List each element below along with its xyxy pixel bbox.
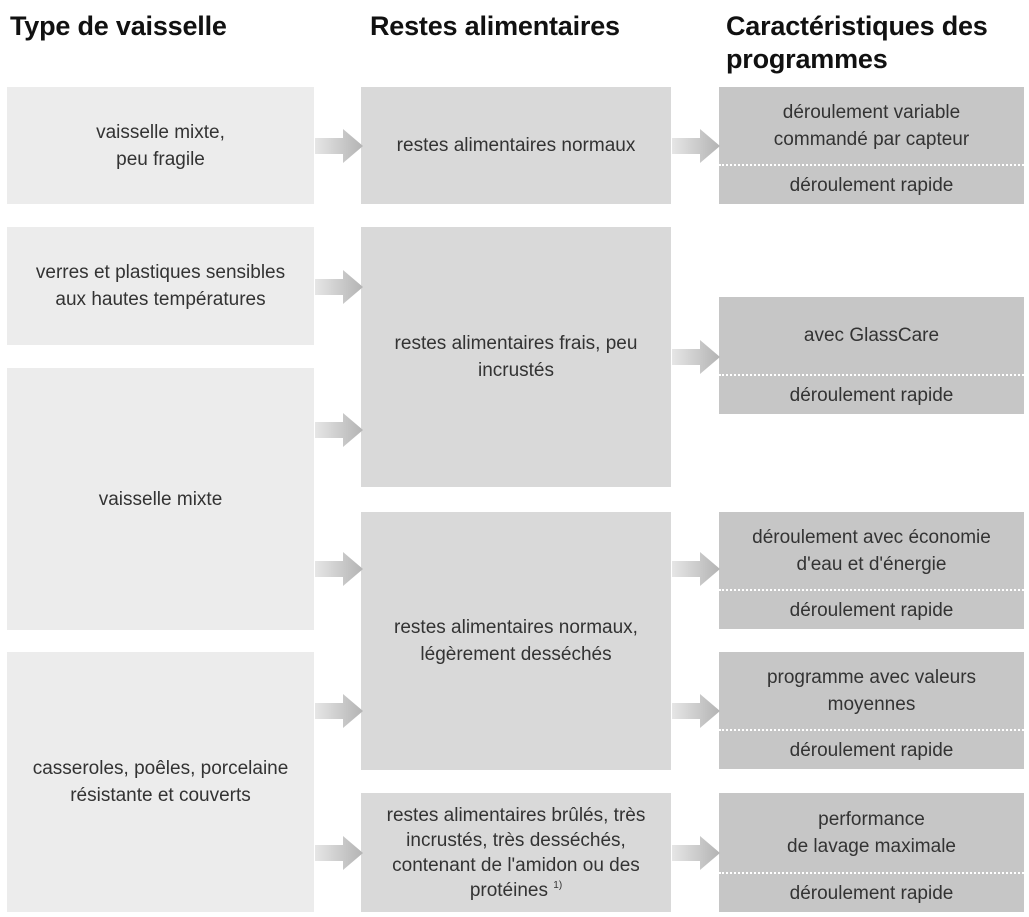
header-caracteristiques-line2: programmes (726, 44, 888, 74)
dish-type-box-3 (7, 368, 314, 630)
program-4-line2: moyennes (827, 693, 916, 715)
program-5-bottom: déroulement rapide (789, 882, 954, 904)
dish-type-box-1 (7, 87, 314, 204)
program-3-line2: d'eau et d'énergie (796, 553, 947, 575)
dish-type-box-2 (7, 227, 314, 345)
arrow-icon (315, 694, 363, 728)
arrow-icon (315, 270, 363, 304)
dish-type-1-line2: peu fragile (116, 148, 205, 170)
food-residue-4-line4: protéines (469, 879, 548, 901)
arrow-icon (672, 694, 720, 728)
program-box-2 (719, 297, 1024, 414)
arrow-icon (672, 836, 720, 870)
program-box-1 (719, 87, 1024, 204)
program-box-5 (719, 793, 1024, 912)
arrow-icon (315, 552, 363, 586)
program-box-4 (719, 652, 1024, 769)
program-2-bottom: déroulement rapide (789, 384, 954, 406)
food-residue-box-1 (361, 87, 671, 204)
program-1-line2: commandé par capteur (773, 128, 970, 150)
food-residue-4-line3: contenant de l'amidon ou des (392, 854, 640, 876)
header-restes-alimentaires: Restes alimentaires (370, 11, 620, 41)
dish-type-3-line1: vaisselle mixte (98, 488, 223, 510)
program-5-line1: performance (818, 808, 925, 830)
food-residue-2-line2: incrustés (477, 360, 554, 381)
header-type-de-vaisselle: Type de vaisselle (10, 11, 227, 41)
dish-type-box-4 (7, 652, 314, 912)
dish-type-2-line2: aux hautes températures (55, 289, 266, 310)
food-residue-box-3 (361, 512, 671, 770)
program-4-bottom: déroulement rapide (789, 739, 954, 761)
program-3-line1: déroulement avec économie (752, 526, 991, 548)
food-residue-3-line1: restes alimentaires normaux, (394, 617, 638, 638)
arrow-icon (672, 552, 720, 586)
food-residue-box-2 (361, 227, 671, 487)
dish-type-2-line1: verres et plastiques sensibles (35, 262, 286, 283)
food-residue-3-line2: légèrement desséchés (420, 644, 612, 665)
dish-type-4-line1: casseroles, poêles, porcelaine (32, 758, 289, 779)
program-1-bottom: déroulement rapide (789, 174, 954, 196)
header-caracteristiques-line1: Caractéristiques des (726, 11, 988, 41)
program-2-line1: avec GlassCare (803, 325, 940, 346)
program-4-line1: programme avec valeurs (766, 666, 977, 688)
food-residue-4-line2: incrustés, très desséchés, (406, 829, 626, 851)
dish-type-4-line2: résistante et couverts (70, 785, 251, 806)
arrow-icon (672, 340, 720, 374)
arrow-icon (315, 413, 363, 447)
footnote-marker: 1) (553, 879, 563, 891)
program-1-line1: déroulement variable (782, 101, 961, 123)
food-residue-2-line1: restes alimentaires frais, peu (394, 333, 638, 354)
food-residue-4-line1: restes alimentaires brûlés, très (386, 804, 646, 826)
dish-type-1-line1: vaisselle mixte, (96, 121, 225, 143)
program-5-line2: de lavage maximale (787, 835, 956, 857)
program-box-3 (719, 512, 1024, 629)
arrow-icon (315, 129, 363, 163)
food-residue-box-4 (361, 793, 671, 912)
header-caracteristiques (726, 10, 988, 76)
program-3-bottom: déroulement rapide (789, 599, 954, 621)
arrow-icon (315, 836, 363, 870)
food-residue-1-line1: restes alimentaires normaux (396, 135, 636, 156)
arrow-icon (672, 129, 720, 163)
